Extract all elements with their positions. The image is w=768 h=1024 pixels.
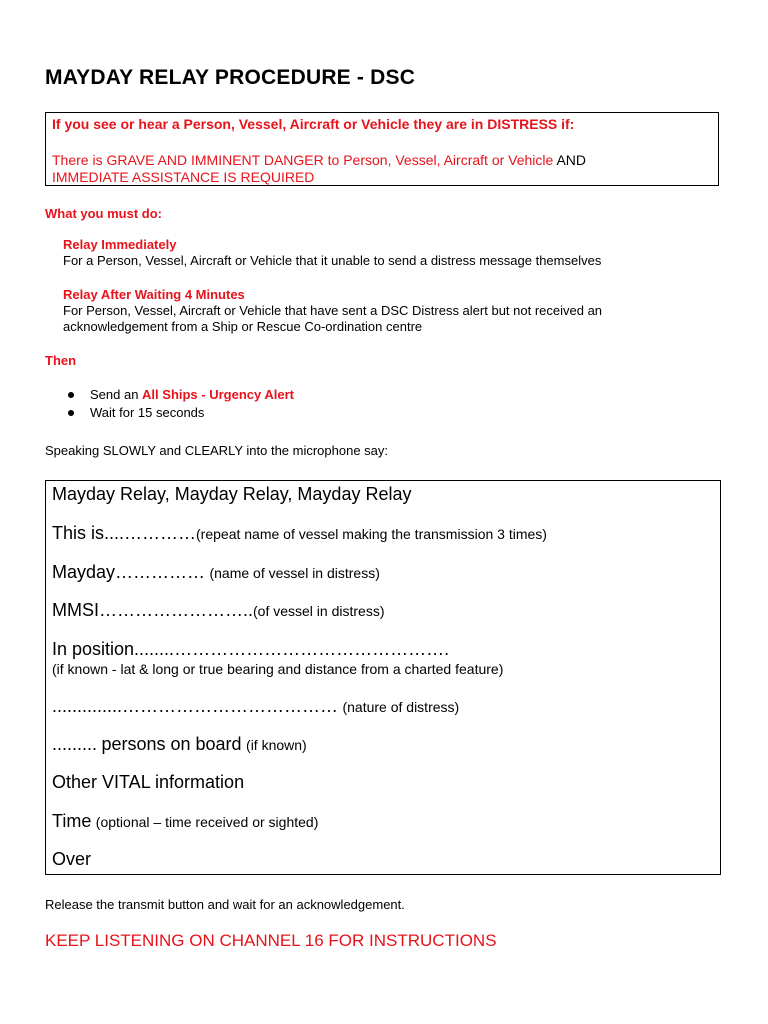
script-nature-of-distress — [52, 696, 459, 717]
this-is-label: This is....………… — [52, 523, 197, 543]
keep-listening-alert: KEEP LISTENING ON CHANNEL 16 FOR INSTRUCTIONS — [45, 931, 497, 950]
immediate-assistance-text: IMMEDIATE ASSISTANCE IS REQUIRED — [52, 169, 315, 185]
distress-criteria-box — [45, 112, 719, 186]
mmsi-label: MMSI…………………….. — [52, 600, 253, 620]
relay-after-waiting-section — [63, 287, 602, 335]
distress-criteria-heading: If you see or hear a Person, Vessel, Aircraft or Vehicle they are in DISTRESS if: — [52, 116, 575, 132]
list-item — [45, 386, 294, 404]
script-persons-on-board — [52, 734, 307, 755]
script-mayday-relay-call: Mayday Relay, Mayday Relay, Mayday Relay — [52, 484, 412, 504]
nature-note: (nature of distress) — [342, 699, 460, 715]
time-label: Time — [52, 811, 92, 831]
persons-note: (if known) — [246, 737, 307, 753]
send-alert-prefix: Send an — [90, 387, 143, 402]
mayday-note: (name of vessel in distress) — [209, 565, 380, 581]
speaking-instruction: Speaking SLOWLY and CLEARLY into the microphone say: — [45, 443, 389, 458]
grave-danger-text: There is GRAVE AND IMMINENT DANGER to Person, Vessel, Aircraft or Vehicle — [52, 152, 554, 168]
bullet-icon — [68, 392, 74, 398]
this-is-note: (repeat name of vessel making the transmission 3 times) — [196, 526, 547, 542]
relay-after-waiting-heading: Relay After Waiting 4 Minutes — [63, 287, 245, 302]
script-this-is — [52, 523, 547, 544]
page-title: MAYDAY RELAY PROCEDURE - DSC — [45, 66, 416, 89]
release-transmit-note: Release the transmit button and wait for an acknowledgement. — [45, 897, 405, 912]
script-over: Over — [52, 849, 92, 869]
script-time — [52, 811, 318, 832]
script-other-vital-info: Other VITAL information — [52, 772, 245, 792]
relay-immediately-section — [63, 237, 601, 269]
then-heading: Then — [45, 353, 77, 368]
mayday-relay-script-box — [45, 480, 721, 875]
relay-immediately-heading: Relay Immediately — [63, 237, 177, 252]
relay-after-waiting-text-1: For Person, Vessel, Aircraft or Vehicle that have sent a DSC Distress alert but not received an — [63, 303, 603, 318]
relay-immediately-text: For a Person, Vessel, Aircraft or Vehicle that it unable to send a distress message themselves — [63, 253, 602, 268]
time-note: (optional – time received or sighted) — [95, 814, 319, 830]
and-text: AND — [556, 152, 586, 168]
wait-instruction: Wait for 15 seconds — [90, 405, 205, 420]
script-mayday — [52, 562, 380, 583]
persons-label: persons on board — [101, 734, 242, 754]
nature-dots: ..............……………………………… — [52, 696, 339, 716]
script-mmsi — [52, 600, 384, 621]
mmsi-note: (of vessel in distress) — [253, 603, 385, 619]
steps-list — [45, 386, 294, 422]
relay-after-waiting-text-2: acknowledgement from a Ship or Rescue Co-ordination centre — [63, 319, 423, 334]
mayday-label: Mayday…………… — [52, 562, 206, 582]
what-you-must-do-heading: What you must do: — [45, 206, 162, 221]
list-item — [45, 404, 294, 422]
persons-dots: ......... — [52, 734, 98, 754]
distress-criteria-text — [52, 152, 712, 186]
bullet-icon — [68, 410, 74, 416]
script-in-position: In position........………………………………………. — [52, 639, 450, 659]
in-position-note: (if known - lat & long or true bearing and distance from a charted feature) — [52, 661, 504, 677]
all-ships-urgency-alert: All Ships - Urgency Alert — [142, 387, 294, 402]
